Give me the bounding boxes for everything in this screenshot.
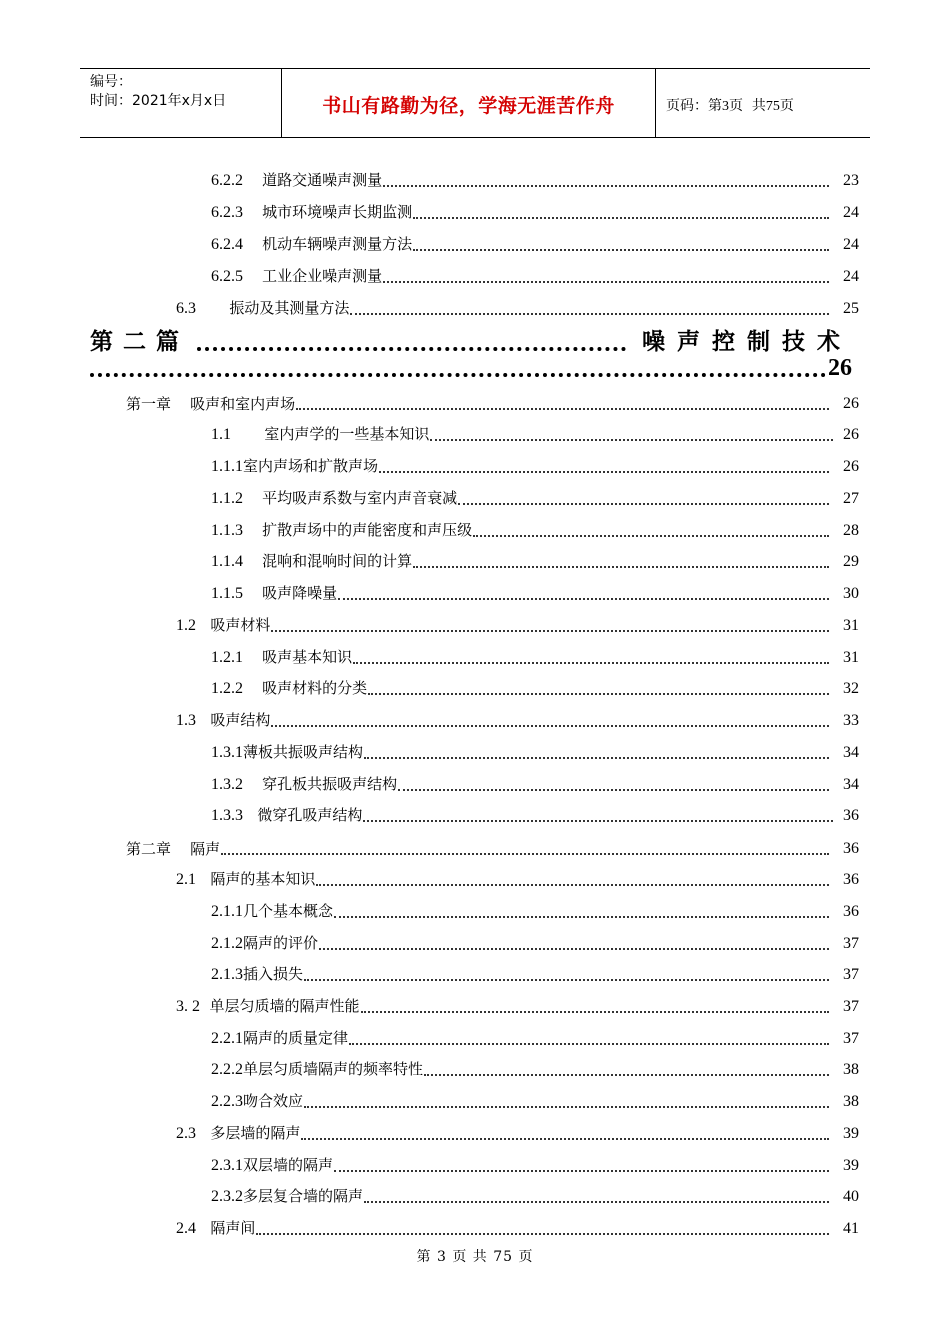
footer-suffix: 页 <box>518 1249 534 1265</box>
toc-title: 吸声基本知识 <box>262 648 353 666</box>
toc-leader <box>319 947 829 950</box>
footer-mid: 页 共 <box>452 1249 488 1265</box>
toc-title: 振动及其测量方法 <box>229 299 350 317</box>
toc-leader <box>413 565 829 568</box>
toc-page: 26 <box>843 458 859 475</box>
toc-entry[interactable] <box>211 1089 859 1111</box>
toc-page: 24 <box>843 236 859 253</box>
toc-entry[interactable] <box>176 1121 859 1143</box>
toc-leader <box>383 184 829 187</box>
toc-title: 城市环境噪声长期监测 <box>262 203 413 221</box>
toc-page: 29 <box>843 553 859 570</box>
toc-entry[interactable] <box>211 518 859 540</box>
toc-title: 道路交通噪声测量 <box>262 171 383 189</box>
toc-number: 2.2.2 <box>211 1061 243 1078</box>
toc-entry[interactable] <box>211 1026 859 1048</box>
toc-page: 36 <box>843 871 859 888</box>
toc-number: 1.3.3 <box>211 807 243 824</box>
toc-page: 26 <box>843 426 859 443</box>
toc-title: 薄板共振吸声结构 <box>243 743 364 761</box>
toc-title: 室内声学的一些基本知识 <box>264 425 430 443</box>
toc-title: 隔声间 <box>210 1219 256 1237</box>
footer-page-total: 75 <box>493 1249 514 1265</box>
toc-page: 24 <box>843 204 859 221</box>
toc-leader <box>413 248 829 251</box>
toc-entry[interactable] <box>176 867 859 889</box>
toc-entry[interactable] <box>126 391 859 413</box>
toc-leader <box>334 1169 829 1172</box>
toc-leader <box>304 978 829 981</box>
toc-title: 多层墙的隔声 <box>210 1124 301 1142</box>
toc-leader <box>296 407 829 410</box>
page-footer <box>0 1246 950 1266</box>
toc-entry[interactable] <box>211 1184 859 1206</box>
page-number: 3 <box>722 99 729 114</box>
toc-number: 1.1 <box>211 426 231 443</box>
toc-page: 28 <box>843 522 859 539</box>
toc-title: 扩散声场中的声能密度和声压级 <box>262 521 473 539</box>
toc-title: 混响和混响时间的计算 <box>262 552 413 570</box>
toc-leader <box>383 280 829 283</box>
toc-number: 1.2.1 <box>211 649 243 666</box>
toc-leader <box>349 1042 829 1045</box>
toc-title: 隔声的评价 <box>243 934 319 952</box>
toc-entry[interactable] <box>176 296 859 318</box>
toc-entry[interactable] <box>211 581 859 603</box>
toc-number: 1.1.5 <box>211 585 243 602</box>
toc-number: 1.2 <box>176 617 196 634</box>
toc-title: 单层匀质墙的隔声性能 <box>209 997 360 1015</box>
toc-title: 隔声的基本知识 <box>210 870 316 888</box>
page-suffix: 页 <box>779 98 794 114</box>
toc-leader <box>338 597 829 600</box>
page-header <box>80 68 870 138</box>
toc-title: 平均吸声系数与室内声音衰减 <box>262 489 458 507</box>
toc-page: 38 <box>843 1061 859 1078</box>
toc-leader <box>334 915 829 918</box>
toc-page: 38 <box>843 1093 859 1110</box>
toc-title: 微穿孔吸声结构 <box>257 806 363 824</box>
toc-leader <box>361 1010 829 1013</box>
part-title: 噪声控制技术 <box>642 329 852 355</box>
toc-number: 1.1.3 <box>211 522 243 539</box>
toc-entry[interactable] <box>211 899 859 921</box>
toc-title: 室内声场和扩散声场 <box>243 457 379 475</box>
toc-leader <box>271 629 829 632</box>
toc-number: 3. 2 <box>176 998 200 1015</box>
toc-number: 6.2.4 <box>211 236 243 253</box>
toc-title: 吸声和室内声场 <box>190 395 296 413</box>
header-page-info <box>666 95 794 115</box>
toc-number: 1.3 <box>176 712 196 729</box>
part-heading[interactable] <box>90 322 852 356</box>
toc-entry[interactable] <box>176 613 859 635</box>
toc-page: 37 <box>843 935 859 952</box>
toc-title: 单层匀质墙隔声的频率特性 <box>243 1060 424 1078</box>
footer-page-number: 3 <box>436 1249 447 1265</box>
toc-leader <box>304 1105 829 1108</box>
toc-page: 31 <box>843 649 859 666</box>
toc-leader <box>458 502 829 505</box>
toc-number: 2.2.3 <box>211 1093 243 1110</box>
toc-entry[interactable] <box>211 1057 859 1079</box>
toc-leader <box>368 692 829 695</box>
toc-title: 吸声材料的分类 <box>262 679 368 697</box>
toc-number: 2.3.1 <box>211 1157 243 1174</box>
toc-entry[interactable] <box>211 232 859 254</box>
toc-number: 2.3.2 <box>211 1188 243 1205</box>
toc-number: 第二章 <box>126 840 172 858</box>
toc-page: 37 <box>843 966 859 983</box>
toc-title: 工业企业噪声测量 <box>262 267 383 285</box>
toc-entry[interactable] <box>211 454 859 476</box>
toc-page: 30 <box>843 585 859 602</box>
toc-number: 1.2.2 <box>211 680 243 697</box>
toc-entry[interactable] <box>211 422 859 444</box>
toc-title: 隔声的质量定律 <box>243 1029 349 1047</box>
toc-number: 2.3 <box>176 1125 196 1142</box>
toc-leader <box>430 438 833 441</box>
toc-entry[interactable] <box>126 836 859 858</box>
footer-prefix: 第 <box>416 1249 432 1265</box>
toc-leader <box>364 1200 829 1203</box>
toc-leader <box>316 883 829 886</box>
toc-leader <box>221 852 829 855</box>
toc-title: 吸声材料 <box>210 616 271 634</box>
part-page: 26 <box>828 355 852 381</box>
toc-entry[interactable] <box>211 1153 859 1175</box>
toc-number: 2.1.3 <box>211 966 243 983</box>
toc-page: 39 <box>843 1125 859 1142</box>
toc-number: 2.1.2 <box>211 935 243 952</box>
toc-title: 多层复合墙的隔声 <box>243 1187 364 1205</box>
toc-title: 双层墙的隔声 <box>243 1156 334 1174</box>
part-heading-continued <box>90 356 852 382</box>
toc-page: 37 <box>843 998 859 1015</box>
toc-leader <box>473 534 829 537</box>
toc-entry[interactable] <box>211 931 859 953</box>
toc-entry[interactable] <box>211 200 859 222</box>
toc-number: 6.2.5 <box>211 268 243 285</box>
toc-leader <box>353 661 829 664</box>
toc-page: 27 <box>843 490 859 507</box>
toc-leader <box>301 1137 829 1140</box>
toc-leader <box>350 312 829 315</box>
header-meta <box>90 73 226 111</box>
toc-number: 6.2.2 <box>211 172 243 189</box>
serial-label: 编号： <box>90 74 132 90</box>
toc-leader <box>364 756 829 759</box>
toc-number: 1.1.2 <box>211 490 243 507</box>
toc-entry[interactable] <box>211 645 859 667</box>
toc-page: 41 <box>843 1220 859 1237</box>
toc-entry[interactable] <box>211 740 859 762</box>
toc-number: 1.1.1 <box>211 458 243 475</box>
toc-page: 26 <box>843 395 859 412</box>
toc-entry[interactable] <box>211 803 859 825</box>
toc-title: 插入损失 <box>243 965 304 983</box>
toc-page: 31 <box>843 617 859 634</box>
toc-title: 吸声降噪量 <box>262 584 338 602</box>
toc-title: 吻合效应 <box>243 1092 304 1110</box>
toc-number: 1.3.1 <box>211 744 243 761</box>
toc-entry[interactable] <box>211 264 859 286</box>
toc-page: 36 <box>843 903 859 920</box>
toc-page: 33 <box>843 712 859 729</box>
toc-entry[interactable] <box>211 486 859 508</box>
toc-page: 40 <box>843 1188 859 1205</box>
toc-title: 穿孔板共振吸声结构 <box>262 775 398 793</box>
header-motto: 书山有路勤为径，学海无涯苦作舟 <box>322 95 615 117</box>
toc-title: 几个基本概念 <box>243 902 334 920</box>
toc-leader <box>413 216 829 219</box>
header-divider <box>655 69 656 137</box>
toc-entry[interactable] <box>211 962 859 984</box>
toc-page: 39 <box>843 1157 859 1174</box>
toc-entry[interactable] <box>211 549 859 571</box>
toc-entry[interactable] <box>176 994 859 1016</box>
toc-number: 6.2.3 <box>211 204 243 221</box>
toc-number: 6.3 <box>176 300 196 317</box>
toc-leader <box>197 346 626 351</box>
time-label: 时间：2021年x月x日 <box>90 93 227 109</box>
toc-page: 36 <box>843 807 859 824</box>
toc-leader <box>398 788 829 791</box>
toc-page: 25 <box>843 300 859 317</box>
toc-number: 2.2.1 <box>211 1030 243 1047</box>
toc-title: 机动车辆噪声测量方法 <box>262 235 413 253</box>
toc-leader <box>379 470 829 473</box>
toc-number: 1.1.4 <box>211 553 243 570</box>
toc-leader <box>256 1232 829 1235</box>
toc-page: 24 <box>843 268 859 285</box>
toc-number: 1.3.2 <box>211 776 243 793</box>
toc-number: 第一章 <box>126 395 172 413</box>
part-label: 第二篇 <box>90 329 189 355</box>
toc-title: 吸声结构 <box>210 711 271 729</box>
toc-page: 23 <box>843 172 859 189</box>
toc-page: 34 <box>843 776 859 793</box>
toc-page: 32 <box>843 680 859 697</box>
page-total: 75 <box>765 99 780 114</box>
toc-number: 2.1 <box>176 871 196 888</box>
toc-entry[interactable] <box>211 772 859 794</box>
toc-entry[interactable] <box>211 168 859 190</box>
page-mid: 页 共 <box>729 98 766 114</box>
toc-leader <box>363 819 833 822</box>
toc-leader <box>424 1073 829 1076</box>
toc-page: 37 <box>843 1030 859 1047</box>
toc-page: 34 <box>843 744 859 761</box>
toc-entry[interactable] <box>176 708 859 730</box>
toc-title: 隔声 <box>190 840 221 858</box>
page-prefix: 页码：第 <box>666 98 722 114</box>
toc-page: 36 <box>843 840 859 857</box>
toc-number: 2.1.1 <box>211 903 243 920</box>
toc-leader <box>90 372 826 377</box>
toc-number: 2.4 <box>176 1220 196 1237</box>
toc-leader <box>271 724 829 727</box>
toc-entry[interactable] <box>211 676 859 698</box>
toc-entry[interactable] <box>176 1216 859 1238</box>
